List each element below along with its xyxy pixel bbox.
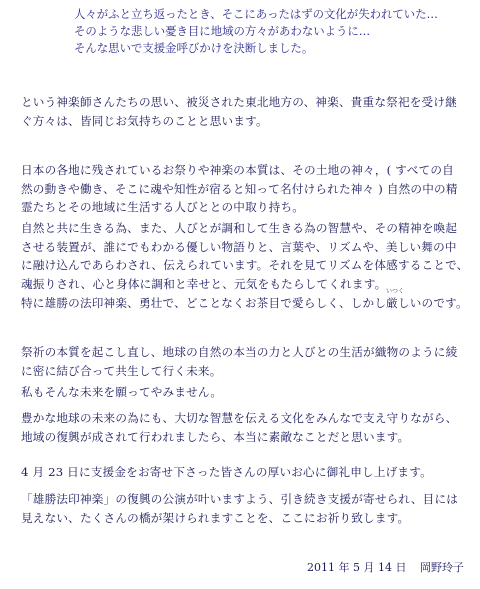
ruby-annotation: いつく (386, 288, 405, 295)
signature (307, 561, 464, 575)
paragraph-5 (21, 343, 467, 380)
text-line: 自然と共に生きる為、また、人びとが調和して生きる為の智慧や、その精神を喚起 (21, 221, 458, 235)
text-line: ぐ方々は、皆同じお気持ちのことと思います。 (21, 113, 268, 128)
text-line: 豊かな地球の未来の為にも、大切な智慧を伝える文化をみんなで支え守りながら、 (21, 411, 458, 425)
text-line: 日本の各地に残されているお祭りや神楽の本質は、その土地の神々，( すべての自 (21, 163, 454, 177)
paragraph-2 (21, 161, 467, 217)
text-line: に密に結び合って共生して行く未来。 (21, 363, 222, 378)
paragraph-4: 特に雄勝の法印神楽、勇壮で、どことなくお茶目で愛らしく、しかし厳しいのです。 (21, 296, 468, 310)
signature-name: 岡野玲子 (420, 561, 464, 574)
intro-quote (74, 6, 454, 57)
signature-date: 2011 年 5 月 14 日 (307, 561, 407, 574)
paragraph-3 (21, 219, 467, 293)
paragraph-9 (21, 490, 467, 527)
intro-line: そのような悲しい憂き目に地域の方々があわないように… (74, 24, 371, 38)
paragraph-6: 私もそんな未来を願ってやみません。 (21, 385, 223, 399)
text-line: 「雄勝法印神楽」の復興の公演が叶いますよう、引き続き支援が寄せられ、目には (21, 492, 459, 506)
text-line: 見えない、たくさんの橋が架けられますことを、ここにお祈り致します。 (21, 510, 410, 525)
text-line: という神楽師さんたちの思い、被災された東北地方の、神楽、貴重な祭祀を受け継 (21, 95, 457, 109)
text-line: 然の動きや働き、そこに魂や知性が宿ると知って名付けられた神々 ) 自然の中の精 (21, 181, 458, 196)
text-line: に融け込んであらわされ、伝えられています。それを見てリズムを体感することで、 (21, 258, 469, 272)
text-line: 魂振りされ、心と身体に調和と幸せと、元気をもたらしてくれます。 (21, 276, 387, 291)
paragraph-8: 4 月 23 日に支援金をお寄せ下さった皆さんの厚いお心に御礼申し上げます。 (21, 465, 432, 479)
text-line: 霊たちとその地域に生活する人びととの中取り持ち。 (21, 200, 305, 214)
intro-line: 人々がふと立ち返ったとき、そこにあったはずの文化が失われていた… (74, 7, 438, 21)
intro-line: そんな思いで支援金呼びかけを決断しました。 (74, 41, 314, 55)
text-line: 地域の復興が成されて行われましたら、本当に素敵なことだと思います。 (21, 429, 410, 444)
text-line: させる装置が、誰にでもわかる優しい物語りと、言葉や、リズムや、美しい舞の中 (21, 239, 457, 254)
paragraph-1 (21, 93, 467, 130)
text-line: 祭祈の本質を起こし直し、地球の自然の本当の力と人びとの生活が織物のように綾 (21, 345, 458, 359)
paragraph-7 (21, 409, 467, 446)
